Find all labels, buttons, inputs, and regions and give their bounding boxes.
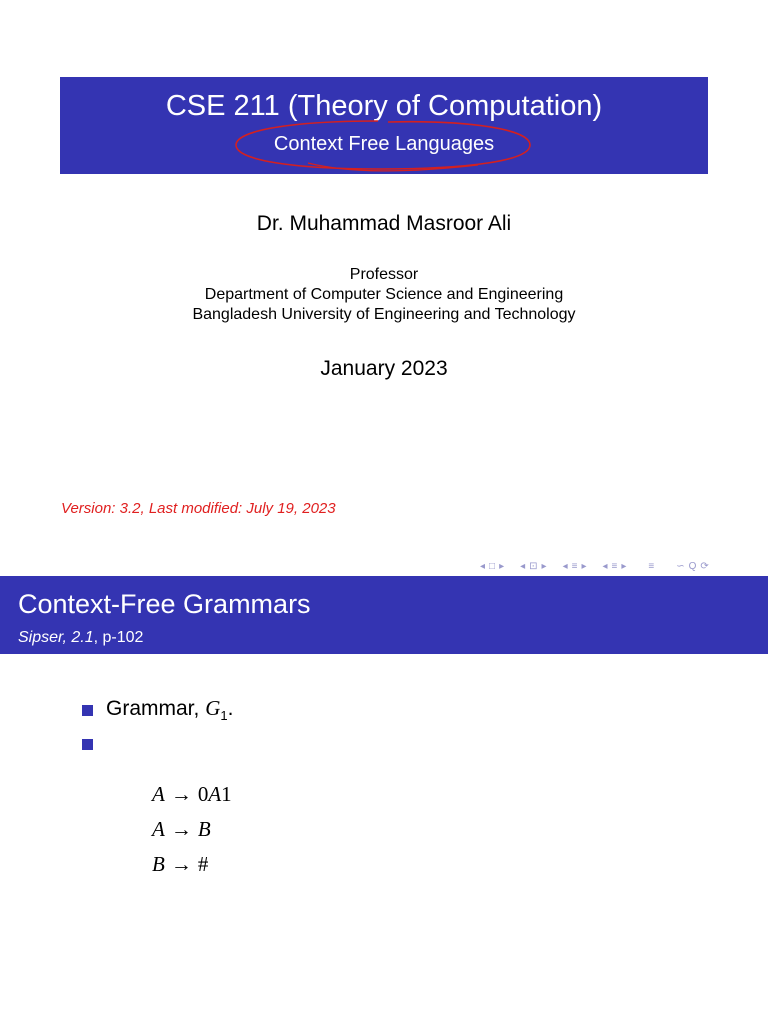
nav-next-icon[interactable]: ▸ [581, 560, 587, 572]
nav-section-icon[interactable]: ≡ [571, 560, 578, 572]
frame-title: Context-Free Grammars [18, 589, 311, 619]
author-name: Dr. Muhammad Masroor Ali [256, 212, 512, 235]
rule-terminal: 0 [197, 782, 209, 806]
affiliation-block [0, 265, 768, 325]
rule-arrow: → [170, 782, 192, 806]
nav-next-icon[interactable]: ▸ [621, 560, 627, 572]
nav-subsection-icon[interactable]: ⊡ [529, 560, 538, 572]
nav-search-icon[interactable]: Q [688, 560, 697, 572]
nav-prev-icon[interactable]: ◂ [562, 560, 568, 572]
rule-lhs: A [152, 782, 165, 806]
grammar-rules [152, 782, 232, 887]
rule-terminal: # [197, 852, 209, 876]
nav-prev-icon[interactable]: ◂ [520, 560, 526, 572]
rule-lhs: A [152, 817, 165, 841]
rule-arrow: → [170, 817, 192, 841]
frame-subtitle [18, 628, 143, 648]
beamer-navigation-bar[interactable] [480, 559, 709, 573]
grammar-symbol: G [205, 696, 221, 720]
affiliation-line: Department of Computer Science and Engineering [204, 286, 564, 303]
nav-redo-icon[interactable]: ⟳ [700, 560, 709, 572]
production-rule [152, 817, 232, 852]
presentation-date: January 2023 [320, 357, 448, 380]
production-rule [152, 782, 232, 817]
nav-next-icon[interactable]: ▸ [499, 560, 505, 572]
affiliation-line: Bangladesh University of Engineering and Technology [192, 306, 576, 323]
nav-prev-icon[interactable]: ◂ [602, 560, 608, 572]
nav-prev-icon[interactable]: ◂ [480, 560, 486, 572]
slide-title: CSE 211 (Theory of Computation) [165, 90, 603, 122]
nav-next-icon[interactable]: ▸ [541, 560, 547, 572]
bullet-square-icon [82, 739, 93, 750]
nav-undo-icon[interactable]: ∽ [676, 560, 685, 572]
source-page: , p-102 [93, 629, 144, 646]
content-slide [0, 576, 768, 1024]
affiliation-line: Professor [349, 266, 419, 283]
source-reference: Sipser, 2.1 [18, 629, 94, 646]
rule-variable: A [208, 782, 222, 806]
nav-section-icon[interactable]: ≡ [611, 560, 618, 572]
version-note: Version: 3.2, Last modified: July 19, 2023 [61, 500, 336, 517]
rule-terminal: 1 [221, 782, 232, 806]
frame-title-banner [0, 576, 768, 654]
rule-arrow: → [170, 852, 192, 876]
grammar-subscript: 1 [220, 708, 228, 724]
production-rule [152, 852, 232, 887]
handdrawn-ellipse-annotation [228, 111, 538, 183]
bullet-square-icon [82, 705, 93, 716]
slide-subtitle: Context Free Languages [273, 133, 495, 155]
bullet-text: Grammar, [106, 697, 206, 720]
rule-lhs: B [152, 852, 165, 876]
nav-frame-icon[interactable]: □ [489, 560, 496, 572]
rule-variable: B [197, 817, 211, 841]
bullet-suffix: . [227, 697, 234, 720]
nav-menu-icon[interactable]: ≡ [648, 560, 655, 572]
